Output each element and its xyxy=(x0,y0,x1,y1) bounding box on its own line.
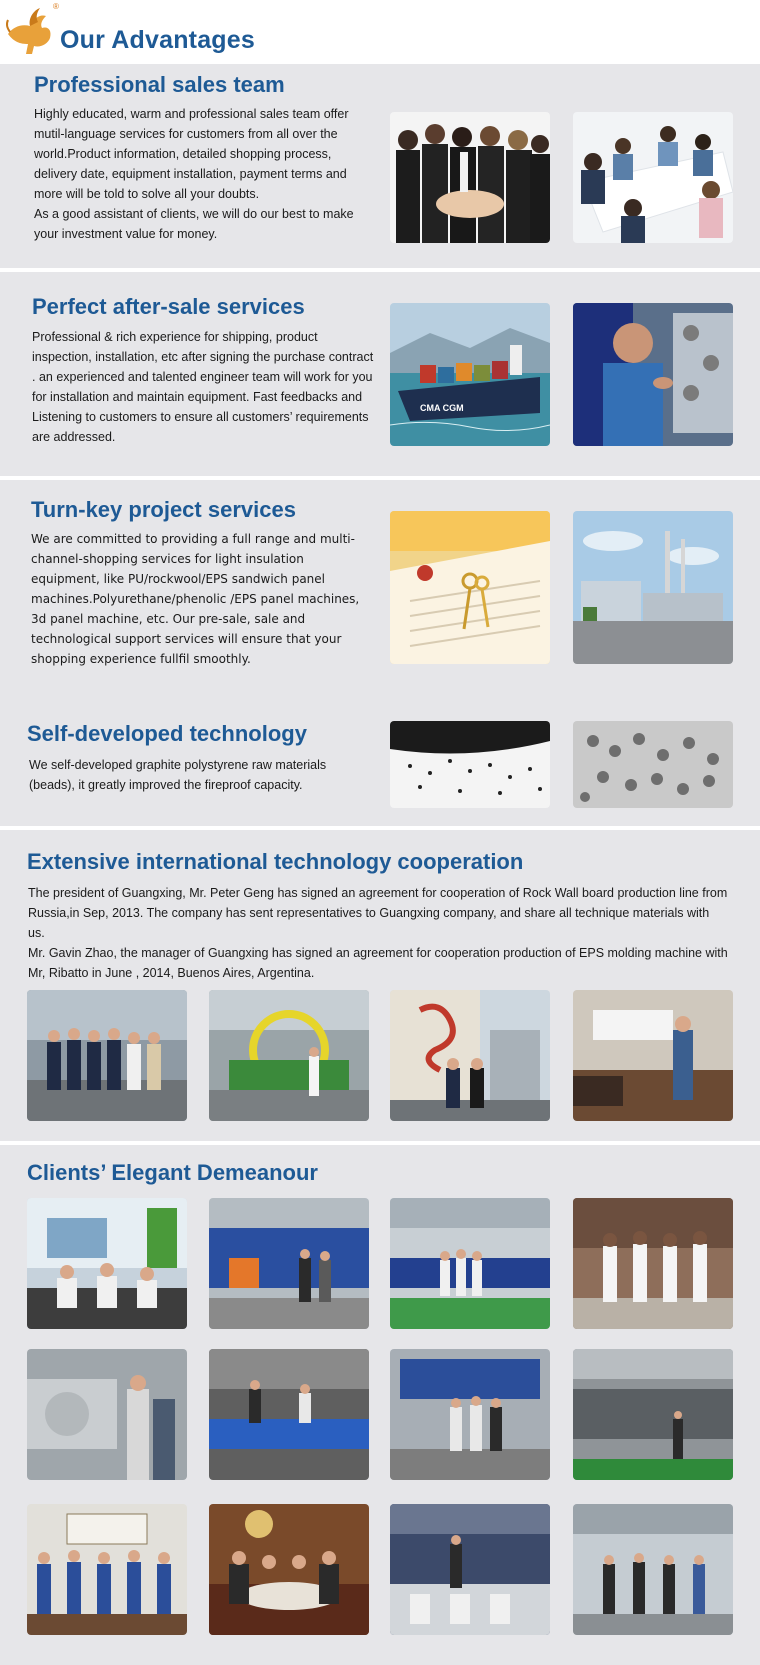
factory-exterior-photo xyxy=(573,511,733,664)
client-photo-3 xyxy=(390,1198,550,1329)
section-divider xyxy=(0,268,760,272)
section-title: Turn-key project services xyxy=(31,497,296,522)
polystyrene-beads-photo xyxy=(573,721,733,808)
section-text xyxy=(29,755,359,795)
paragraph: We are committed to providing a full range and multi-channel-shopping services for light insulation equipment, like PU/rockwool/EPS sandwich panel machines.Polyurethane/phenolic /EPS panel machines, 3d panel machine, etc. Our pre-sale, sale and technological support services will ensure that your shopping experience fullfil smoothly. xyxy=(31,532,360,666)
client-photo-4 xyxy=(573,1198,733,1329)
ship-hull-text: CMA CGM xyxy=(420,403,464,413)
section-divider xyxy=(0,1141,760,1145)
bull-logo-icon xyxy=(4,4,56,56)
client-photo-1 xyxy=(27,1198,187,1329)
client-photo-8 xyxy=(573,1349,733,1480)
cooperation-group-photo-1 xyxy=(27,990,187,1121)
section-title: Professional sales team xyxy=(34,72,285,97)
paragraph: Highly educated, warm and professional sales team offer mutil-language services for customers from all over the world.Product information, detailed shopping process, delivery date, equipment installation, payment terms and more will be told to solve all your doubts. xyxy=(34,107,349,201)
section-title: Extensive international technology cooperation xyxy=(27,849,524,874)
client-photo-5 xyxy=(27,1349,187,1480)
page-title: Our Advantages xyxy=(60,26,255,54)
section-title: Perfect after-sale services xyxy=(32,294,305,319)
section-text xyxy=(28,883,728,983)
client-photo-6 xyxy=(209,1349,369,1480)
paragraph: Professional & rich experience for shipping, product inspection, installation, etc after signing the purchase contract . an experienced and talented engineer team will work for you for installation and maintain equipment. Fast feedbacks and Listening to customers to ensure all customers’ requirements are addressed. xyxy=(32,330,374,444)
section-text xyxy=(31,529,361,669)
section-title: Self-developed technology xyxy=(27,721,307,746)
container-ship-photo xyxy=(390,303,550,446)
section-text xyxy=(32,327,380,447)
registered-mark: ® xyxy=(53,2,59,11)
paragraph: Mr. Gavin Zhao, the manager of Guangxing has signed an agreement for cooperation production of EPS molding machine with Mr, Ribatto in June , 2014, Buenos Aires, Argentina. xyxy=(28,946,728,980)
graphite-beads-photo xyxy=(390,721,550,808)
keys-on-contract-photo xyxy=(390,511,550,664)
cooperation-office-photo xyxy=(573,990,733,1121)
paragraph: As a good assistant of clients, we will do our best to make your investment value for money. xyxy=(34,207,354,241)
client-photo-7 xyxy=(390,1349,550,1480)
cooperation-dragon-building-photo xyxy=(390,990,550,1121)
paragraph: The president of Guangxing, Mr. Peter Geng has signed an agreement for cooperation of Rock Wall board production line from Russia,in Sep, 2013. The company has sent representatives to Guangxing company, and share all technique materials with us. xyxy=(28,886,728,940)
header xyxy=(0,0,760,64)
sales-team-hands-photo xyxy=(390,112,550,243)
section-divider xyxy=(0,826,760,830)
section-divider xyxy=(0,476,760,480)
cooperation-machine-photo xyxy=(209,990,369,1121)
client-photo-12 xyxy=(573,1504,733,1635)
paragraph: We self-developed graphite polystyrene raw materials (beads), it greatly improved the fireproof capacity. xyxy=(29,758,327,792)
client-photo-10 xyxy=(209,1504,369,1635)
sales-meeting-photo xyxy=(573,112,733,243)
engineer-working-photo xyxy=(573,303,733,446)
section-title: Clients’ Elegant Demeanour xyxy=(27,1160,318,1185)
section-text xyxy=(34,104,374,244)
client-photo-11 xyxy=(390,1504,550,1635)
client-photo-2 xyxy=(209,1198,369,1329)
client-photo-9 xyxy=(27,1504,187,1635)
